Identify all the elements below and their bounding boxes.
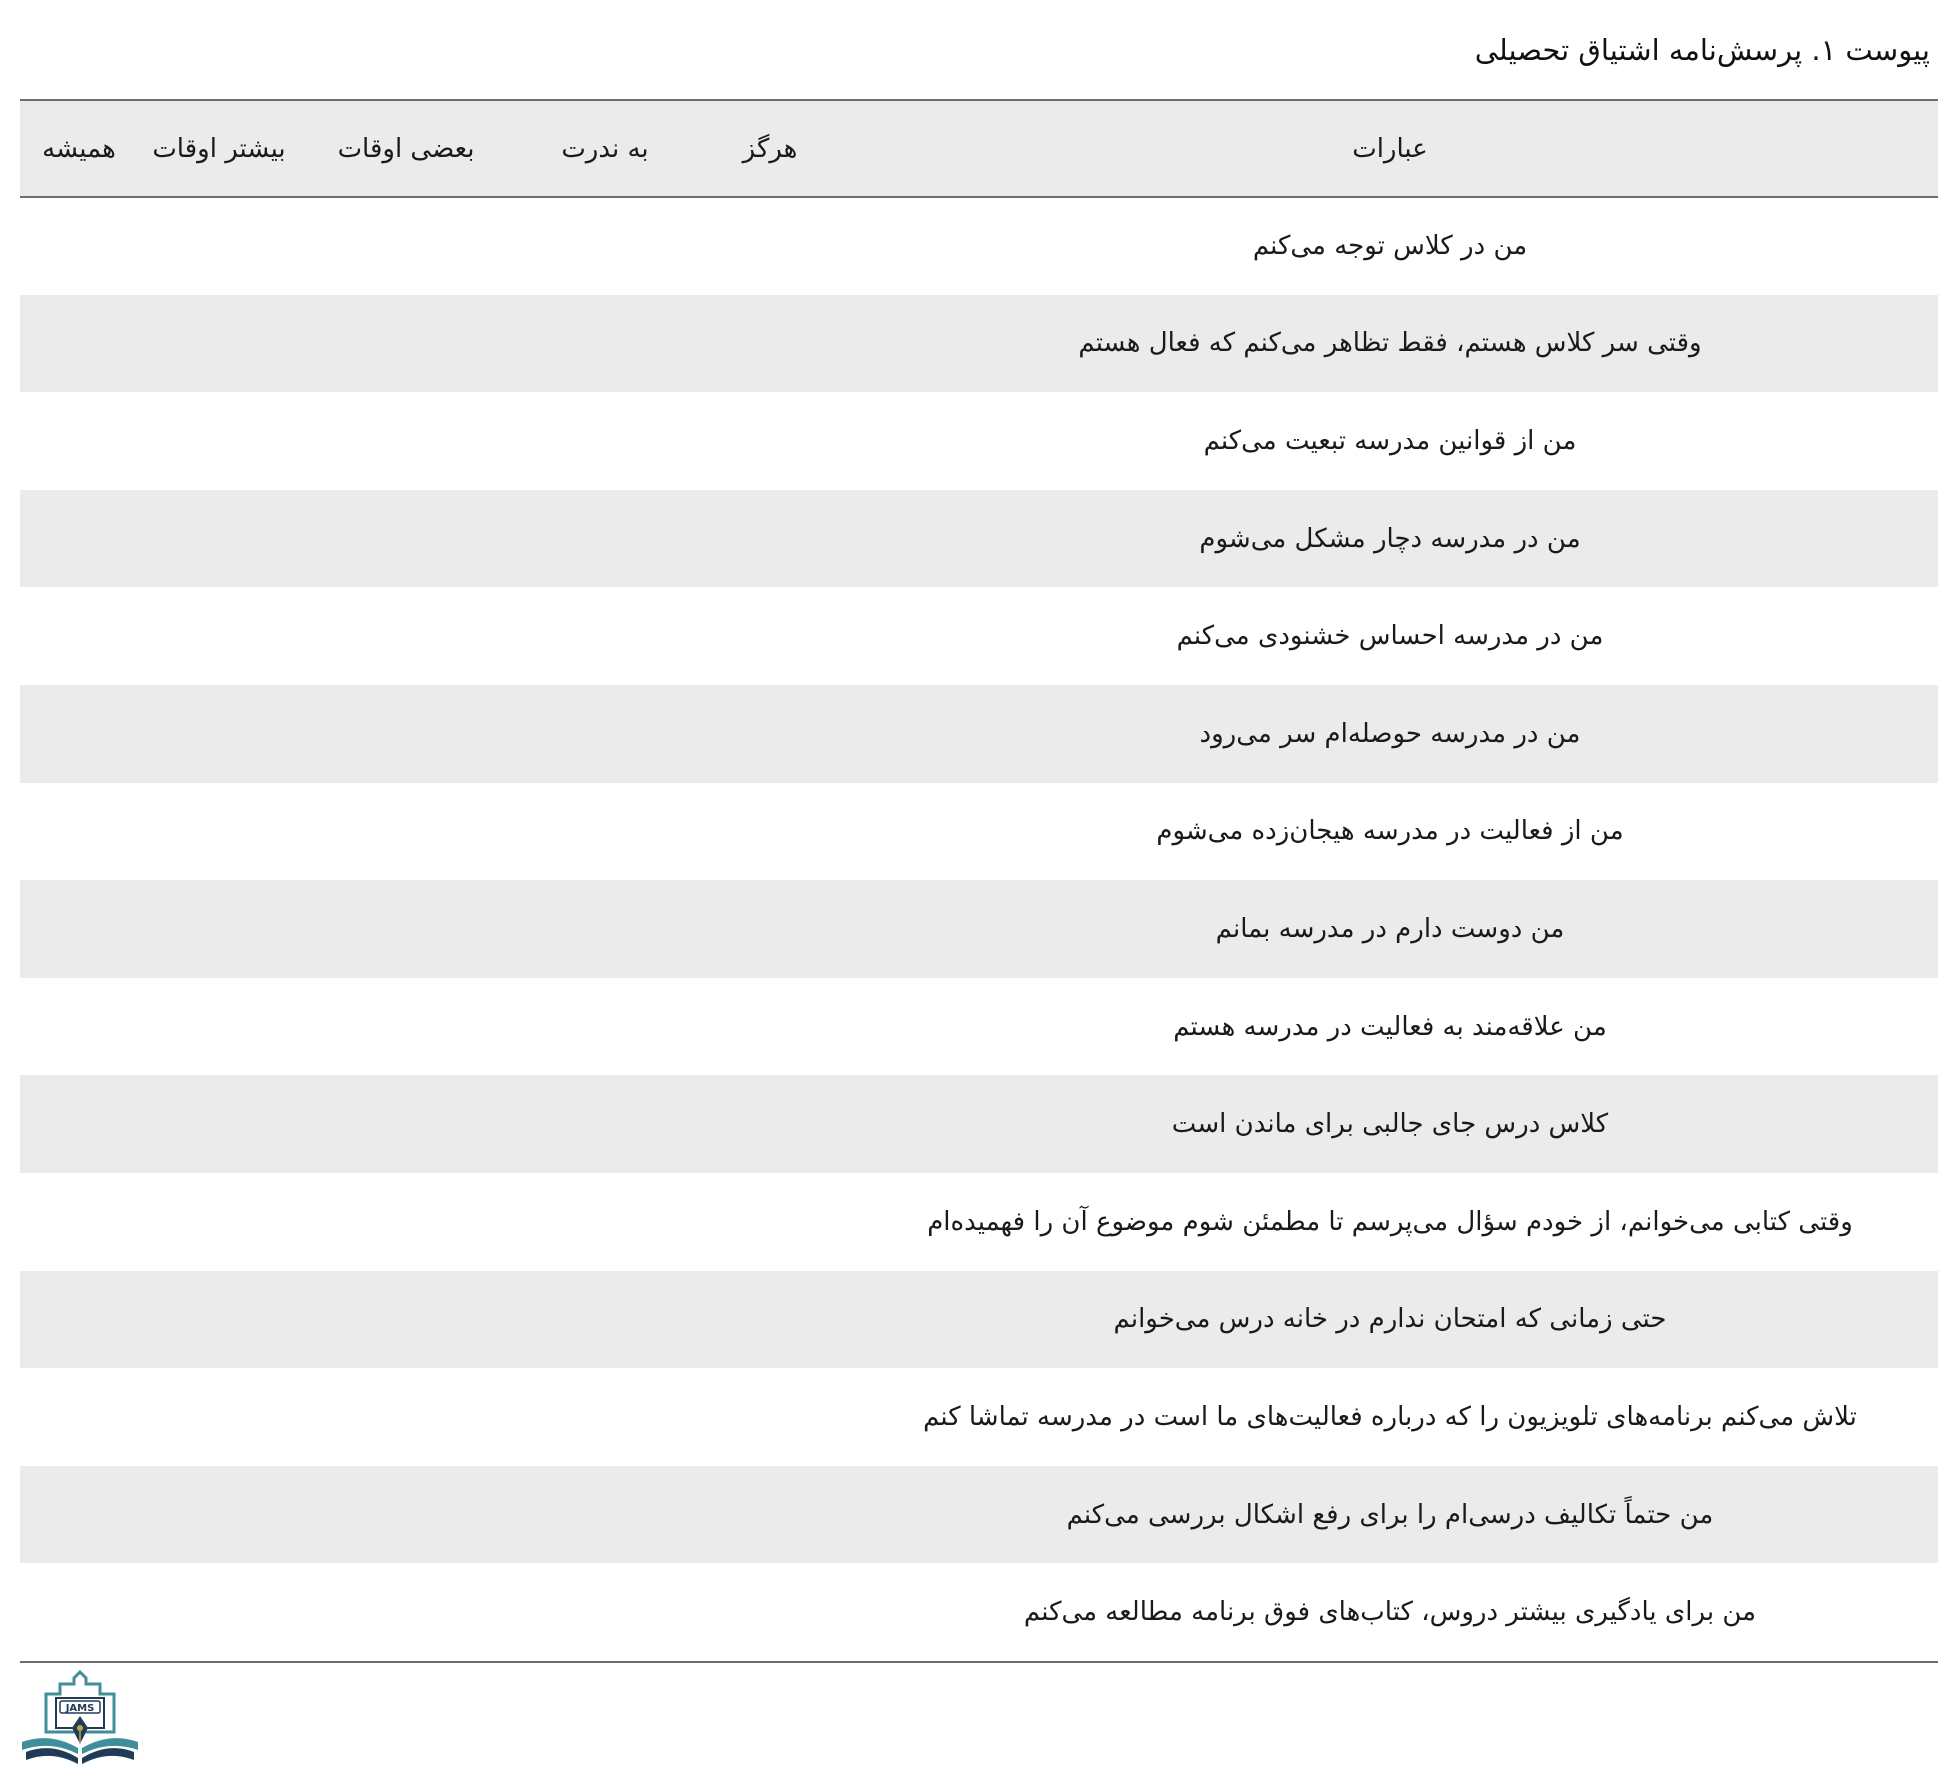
response-cell-never <box>698 197 842 295</box>
response-cell-sometimes <box>300 1173 512 1271</box>
response-cell-often <box>138 1563 300 1661</box>
response-cell-always <box>20 197 138 295</box>
header-always: همیشه <box>20 101 138 197</box>
statement-cell: وقتی سر کلاس هستم، فقط تظاهر می‌کنم که فعال هستم <box>1078 328 1702 359</box>
response-cell-never <box>698 880 842 978</box>
header-rarely: به ندرت <box>512 101 698 197</box>
questionnaire-table <box>20 101 1938 1661</box>
response-cell-always <box>20 1563 138 1661</box>
table-row <box>20 978 1938 1076</box>
statement-cell: من دوست دارم در مدرسه بمانم <box>1215 913 1565 944</box>
table-row <box>20 295 1938 393</box>
response-cell-often <box>138 783 300 881</box>
response-cell-often <box>138 1075 300 1173</box>
response-cell-always <box>20 587 138 685</box>
statement-cell: من حتماً تکالیف درسی‌ام را برای رفع اشکال بررسی می‌کنم <box>1066 1499 1714 1530</box>
table-row <box>20 1075 1938 1173</box>
response-cell-rarely <box>512 490 698 588</box>
response-cell-never <box>698 1271 842 1369</box>
response-cell-always <box>20 880 138 978</box>
header-statements: عبارات <box>842 101 1938 197</box>
response-cell-rarely <box>512 1368 698 1466</box>
response-cell-sometimes <box>300 1368 512 1466</box>
response-cell-never <box>698 1075 842 1173</box>
response-cell-rarely <box>512 587 698 685</box>
response-cell-sometimes <box>300 392 512 490</box>
statement-cell: من برای یادگیری بیشتر دروس، کتاب‌های فوق برنامه مطالعه می‌کنم <box>1023 1597 1757 1628</box>
response-cell-sometimes <box>300 783 512 881</box>
response-cell-rarely <box>512 880 698 978</box>
response-cell-sometimes <box>300 295 512 393</box>
statement-cell: من در مدرسه حوصله‌ام سر می‌رود <box>1199 718 1581 749</box>
response-cell-sometimes <box>300 1271 512 1369</box>
statement-cell: من در کلاس توجه می‌کنم <box>1252 231 1528 262</box>
table-row <box>20 1173 1938 1271</box>
response-cell-rarely <box>512 978 698 1076</box>
response-cell-never <box>698 1563 842 1661</box>
table-header-row <box>20 101 1938 197</box>
table-row <box>20 783 1938 881</box>
response-cell-sometimes <box>300 685 512 783</box>
statement-cell: تلاش می‌کنم برنامه‌های تلویزیون را که درباره فعالیت‌های ما است در مدرسه تماشا کنم <box>923 1401 1857 1432</box>
statement-cell: من در مدرسه دچار مشکل می‌شوم <box>1199 523 1581 554</box>
response-cell-often <box>138 880 300 978</box>
response-cell-rarely <box>512 685 698 783</box>
logo-text: JAMS <box>65 1703 95 1714</box>
page-title: پیوست ۱. پرسش‌نامه اشتیاق تحصیلی <box>1474 33 1930 67</box>
table-row <box>20 685 1938 783</box>
table-row <box>20 587 1938 685</box>
response-cell-rarely <box>512 1563 698 1661</box>
response-cell-sometimes <box>300 197 512 295</box>
response-cell-rarely <box>512 295 698 393</box>
statement-cell: کلاس درس جای جالبی برای ماندن است <box>1171 1109 1609 1140</box>
response-cell-often <box>138 1368 300 1466</box>
response-cell-always <box>20 1271 138 1369</box>
response-cell-often <box>138 392 300 490</box>
response-cell-never <box>698 587 842 685</box>
response-cell-never <box>698 783 842 881</box>
statement-cell: وقتی کتابی می‌خوانم، از خودم سؤال می‌پرسم تا مطمئن شوم موضوع آن را فهمیده‌ام <box>927 1206 1853 1237</box>
statement-cell: من علاقه‌مند به فعالیت در مدرسه هستم <box>1173 1011 1607 1042</box>
response-cell-never <box>698 685 842 783</box>
response-cell-often <box>138 587 300 685</box>
response-cell-sometimes <box>300 490 512 588</box>
table-row <box>20 880 1938 978</box>
response-cell-rarely <box>512 1173 698 1271</box>
response-cell-sometimes <box>300 880 512 978</box>
response-cell-sometimes <box>300 978 512 1076</box>
table-row <box>20 392 1938 490</box>
statement-cell: من از فعالیت در مدرسه هیجان‌زده می‌شوم <box>1156 816 1624 847</box>
response-cell-often <box>138 490 300 588</box>
response-cell-never <box>698 295 842 393</box>
response-cell-always <box>20 1173 138 1271</box>
response-cell-never <box>698 978 842 1076</box>
response-cell-rarely <box>512 392 698 490</box>
response-cell-always <box>20 490 138 588</box>
response-cell-rarely <box>512 1075 698 1173</box>
response-cell-sometimes <box>300 1075 512 1173</box>
response-cell-always <box>20 978 138 1076</box>
logo-emblem <box>22 1672 138 1764</box>
table-row <box>20 490 1938 588</box>
header-sometimes: بعضی اوقات <box>300 101 512 197</box>
response-cell-always <box>20 295 138 393</box>
response-cell-often <box>138 295 300 393</box>
response-cell-always <box>20 685 138 783</box>
header-never: هرگز <box>698 101 842 197</box>
journal-logo <box>16 1668 144 1772</box>
response-cell-always <box>20 392 138 490</box>
response-cell-often <box>138 1173 300 1271</box>
response-cell-never <box>698 1368 842 1466</box>
response-cell-rarely <box>512 783 698 881</box>
table-row <box>20 1466 1938 1564</box>
response-cell-never <box>698 1466 842 1564</box>
response-cell-always <box>20 783 138 881</box>
response-cell-sometimes <box>300 587 512 685</box>
response-cell-often <box>138 685 300 783</box>
response-cell-often <box>138 1466 300 1564</box>
statement-cell: حتی زمانی که امتحان ندارم در خانه درس می‌خوانم <box>1113 1304 1667 1335</box>
table-row <box>20 197 1938 295</box>
table-row <box>20 1271 1938 1369</box>
response-cell-sometimes <box>300 1466 512 1564</box>
response-cell-always <box>20 1466 138 1564</box>
response-cell-often <box>138 978 300 1076</box>
response-cell-never <box>698 1173 842 1271</box>
response-cell-never <box>698 392 842 490</box>
table-row <box>20 1563 1938 1661</box>
response-cell-often <box>138 197 300 295</box>
response-cell-rarely <box>512 1466 698 1564</box>
header-often: بیشتر اوقات <box>138 101 300 197</box>
response-cell-never <box>698 490 842 588</box>
response-cell-rarely <box>512 1271 698 1369</box>
response-cell-sometimes <box>300 1563 512 1661</box>
response-cell-rarely <box>512 197 698 295</box>
response-cell-always <box>20 1368 138 1466</box>
statement-cell: من از قوانین مدرسه تبعیت می‌کنم <box>1203 425 1577 456</box>
table-row <box>20 1368 1938 1466</box>
questionnaire-table-wrapper <box>20 99 1938 1663</box>
statement-cell: من در مدرسه احساس خشنودی می‌کنم <box>1176 621 1604 652</box>
response-cell-often <box>138 1271 300 1369</box>
response-cell-always <box>20 1075 138 1173</box>
